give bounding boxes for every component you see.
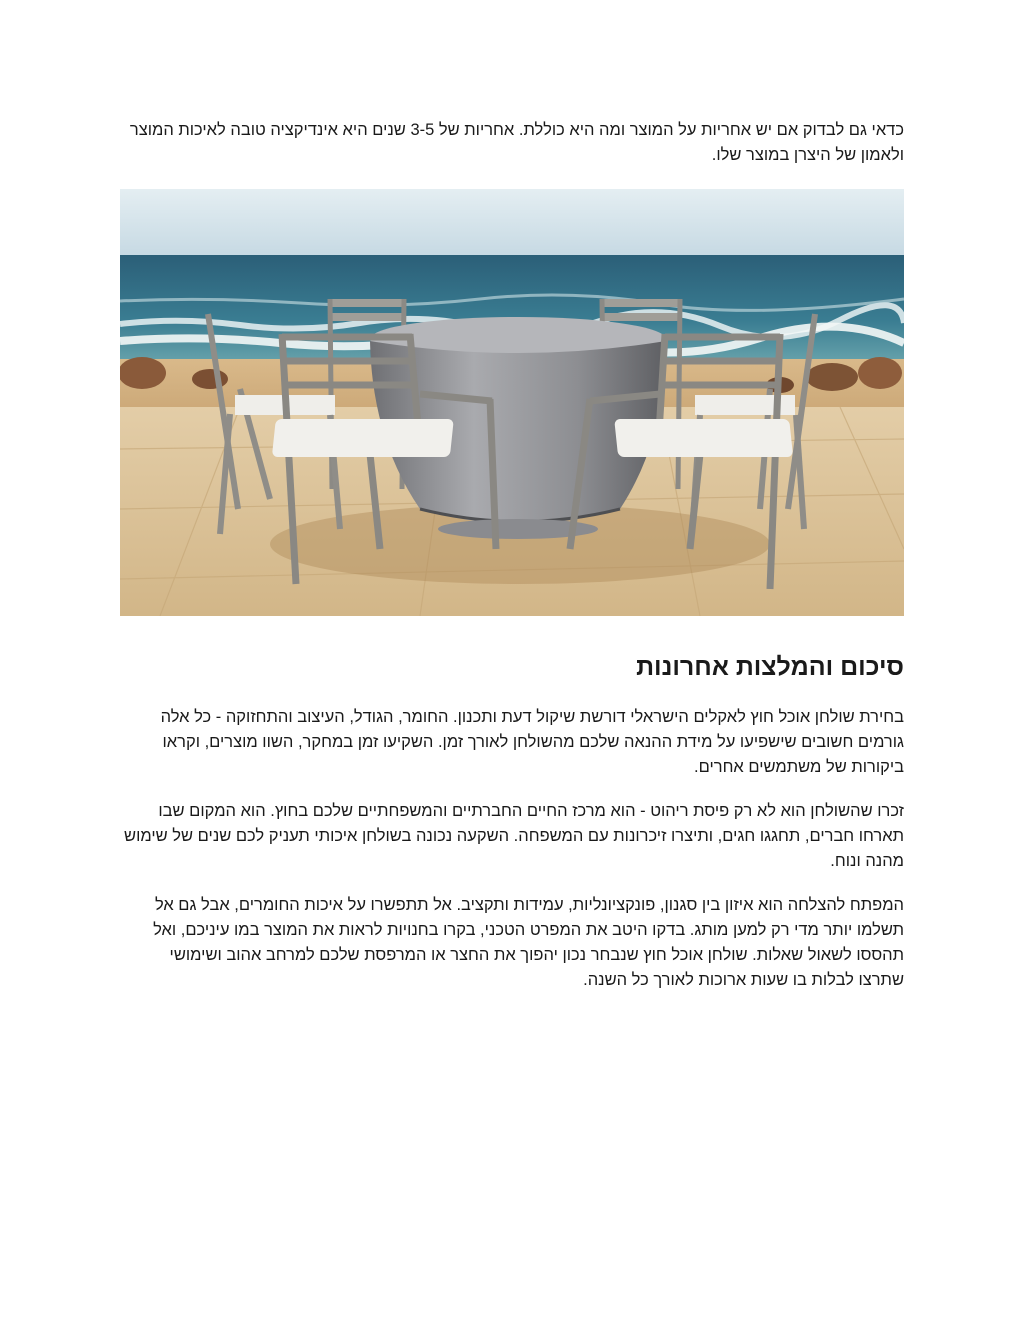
summary-paragraph: המפתח להצלחה הוא איזון בין סגנון, פונקציונליות, עמידות ותקציב. אל תתפשרו על איכות החומרים, אבל גם אל תשלמו יותר מדי רק למען מותג. בדקו היטב את המפרט הטכני, בקרו בחנויות לראות את המוצר במו עיניכם, ואל תהססו לשאול שאלות. שולחן אוכל חוץ שנבחר נכון יהפוך את החצר או המרפסת שלכם למרחב אהוב ושימושי שתרצו לבלות בו שעות ארוכות לאורך כל השנה. (153, 896, 904, 989)
section-title: סיכום והמלצות אחרונות (636, 653, 904, 681)
rock (806, 363, 858, 391)
rock (120, 357, 166, 389)
summary-paragraph: זכרו שהשולחן הוא לא רק פיסת ריהוט - הוא מרכז החיים החברתיים והמשפחתיים שלכם בחוץ. הוא המקום שבו תארחו חברים, תחגגו חגים, ותיצרו זיכרונות עם המשפחה. השקעה נכונה בשולחן איכותי תעניק לכם שנים של שימוש מהנה ונוח. (124, 802, 904, 870)
seat-cushion (614, 419, 793, 457)
rock (192, 369, 228, 389)
rock (858, 357, 902, 389)
summary-paragraph: בחירת שולחן אוכל חוץ לאקלים הישראלי דורשת שיקול דעת ותכנון. החומר, הגודל, העיצוב והתחזוקה - כל אלה גורמים חשובים שישפיעו על מידת ההנאה שלכם מהשולחן לאורך זמן. השקיעו זמן במחקר, השוו מוצרים, וקראו ביקורות של משתמשים אחרים. (160, 708, 904, 776)
summary-block-3 (120, 893, 904, 993)
intro-paragraph: כדאי גם לבדוק אם יש אחריות על המוצר ומה היא כוללת. אחריות של 3-5 שנים היא אינדיקציה טובה לאיכות המוצר ולאמון של היצרן במוצר שלו. (129, 121, 904, 164)
summary-block-1 (120, 705, 904, 780)
seat-cushion (272, 419, 454, 457)
sky (120, 189, 904, 257)
summary-block-2 (120, 799, 904, 874)
intro-block (120, 118, 904, 168)
patio-table-photo (120, 189, 904, 616)
